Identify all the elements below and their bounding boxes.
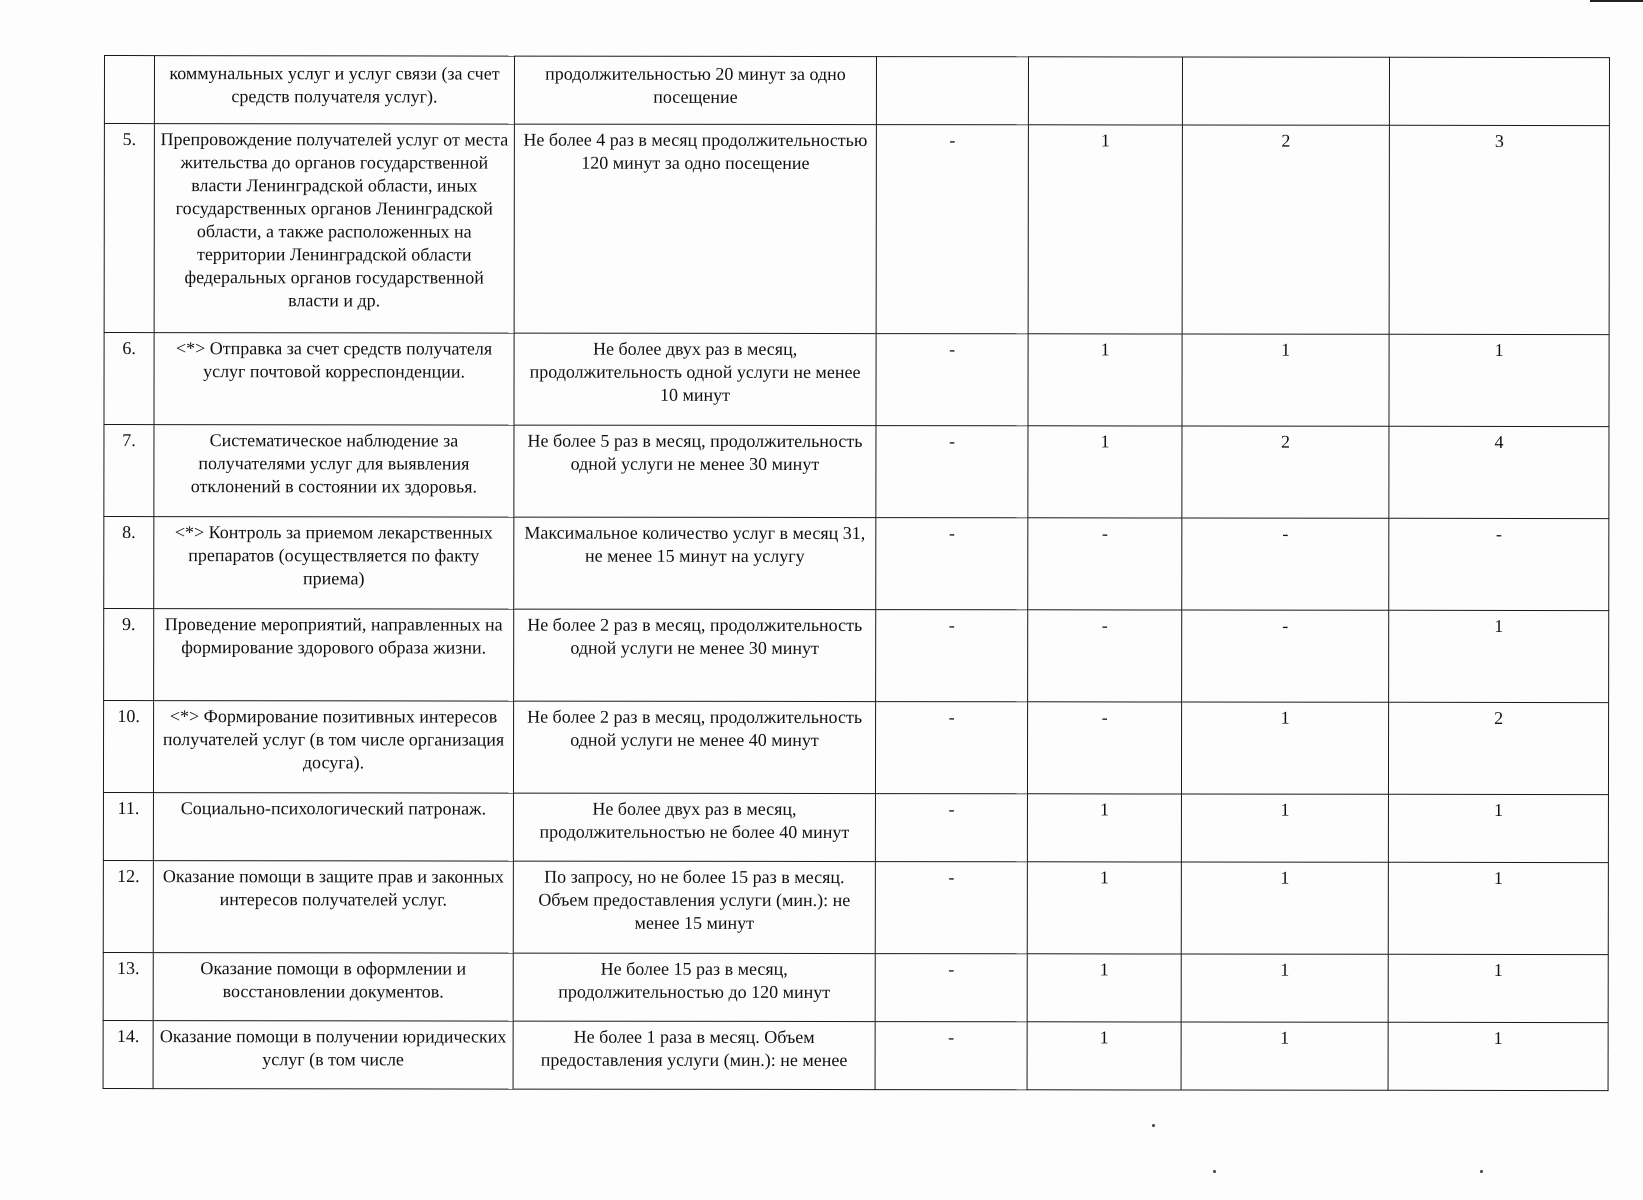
level-2-cell: 1 [1028, 125, 1182, 334]
service-volume-cell: Не более 5 раз в месяц, продолжительность одной услуги не менее 30 минут [514, 425, 876, 518]
level-4-cell: 4 [1389, 426, 1609, 518]
level-1-cell: - [875, 702, 1027, 794]
service-volume-cell: Не более 2 раз в месяц, продолжительность одной услуги не менее 40 минут [513, 701, 875, 794]
row-number-cell: 8. [104, 517, 154, 609]
table-row [104, 56, 1609, 126]
level-3-cell: - [1182, 518, 1389, 610]
level-4-cell: - [1389, 518, 1609, 610]
service-volume-cell: Максимальное количество услуг в месяц 31, не менее 15 минут на услугу [514, 517, 876, 610]
service-volume-cell: продолжительностью 20 минут за одно посещение [514, 56, 876, 125]
level-3-cell: 1 [1181, 794, 1388, 862]
row-number-cell: 5. [104, 124, 154, 333]
row-number-cell [104, 56, 154, 124]
level-1-cell: - [876, 125, 1028, 334]
level-2-cell: - [1028, 518, 1182, 610]
level-1-cell [876, 57, 1028, 125]
service-volume-cell: Не более 2 раз в месяц, продолжительность одной услуги не менее 30 минут [514, 609, 876, 702]
table-row [104, 333, 1609, 427]
level-1-cell: - [875, 862, 1027, 954]
level-2-cell: - [1027, 702, 1181, 794]
level-1-cell: - [876, 610, 1028, 702]
services-table-body [103, 56, 1609, 1091]
level-3-cell: - [1182, 610, 1389, 702]
service-name-cell: Систематическое наблюдение за получателями услуг для выявления отклонений в состоянии их здоровья. [154, 425, 514, 518]
table-row [103, 952, 1608, 1022]
row-number-cell: 12. [103, 860, 153, 952]
level-2-cell: 1 [1028, 334, 1182, 426]
row-number-cell: 7. [104, 425, 154, 517]
level-2-cell: 1 [1028, 426, 1182, 518]
level-1-cell: - [875, 954, 1027, 1022]
level-2-cell [1028, 57, 1182, 125]
row-number-cell: 13. [103, 952, 153, 1020]
table-row [104, 609, 1609, 703]
table-row [104, 517, 1609, 611]
row-number-cell: 9. [104, 609, 154, 701]
level-2-cell: 1 [1027, 862, 1181, 954]
row-number-cell: 6. [104, 333, 154, 425]
service-volume-cell: Не более двух раз в месяц, продолжительностью не более 40 минут [513, 793, 875, 862]
level-1-cell: - [876, 518, 1028, 610]
table-row [103, 793, 1608, 863]
service-volume-cell: По запросу, но не более 15 раз в месяц. Объем предоставления услуги (мин.): не менее 15 минут [513, 861, 875, 954]
services-table [103, 55, 1610, 1091]
level-4-cell: 1 [1388, 862, 1608, 954]
service-volume-cell: Не более 4 раз в месяц продолжительностью 120 минут за одно посещение [514, 124, 876, 334]
service-name-cell: Социально-психологический патронаж. [153, 793, 513, 862]
level-2-cell: 1 [1027, 1022, 1181, 1090]
service-name-cell: Оказание помощи в получении юридических услуг (в том числе [153, 1021, 513, 1090]
level-1-cell: - [875, 1022, 1027, 1090]
level-4-cell [1389, 57, 1609, 125]
level-3-cell: 2 [1182, 125, 1389, 334]
service-volume-cell: Не более 1 раза в месяц. Объем предоставления услуги (мин.): не менее [513, 1021, 875, 1090]
row-number-cell: 14. [103, 1020, 153, 1088]
scan-speck [1152, 1124, 1155, 1127]
table-row [104, 425, 1609, 519]
level-4-cell: 1 [1389, 334, 1609, 426]
table-row [103, 701, 1608, 795]
level-3-cell: 1 [1181, 954, 1388, 1022]
level-1-cell: - [875, 794, 1027, 862]
table-row [103, 1020, 1608, 1090]
scan-edge-mark [1590, 0, 1643, 2]
level-1-cell: - [876, 334, 1028, 426]
level-3-cell: 2 [1182, 426, 1389, 518]
row-number-cell: 11. [103, 793, 153, 861]
level-2-cell: 1 [1027, 954, 1181, 1022]
service-name-cell: Проведение мероприятий, направленных на формирование здорового образа жизни. [154, 609, 514, 702]
level-4-cell: 2 [1388, 702, 1608, 794]
service-name-cell: Оказание помощи в защите прав и законных интересов получателей услуг. [153, 861, 513, 954]
level-1-cell: - [876, 426, 1028, 518]
service-name-cell: <*> Контроль за приемом лекарственных препаратов (осуществляется по факту приема) [154, 517, 514, 610]
level-4-cell: 3 [1389, 125, 1609, 334]
level-4-cell: 1 [1388, 794, 1608, 862]
service-volume-cell: Не более 15 раз в месяц, продолжительностью до 120 минут [513, 953, 875, 1022]
table-row [104, 124, 1609, 335]
service-name-cell: Препровождение получателей услуг от места жительства до органов государственной власти Ленинградской области, иных государственных органов Ленинградской области, а также расположенных на территории Ленинградской области федеральных органов государственной власти и др. [154, 124, 514, 334]
scan-speck [1480, 1170, 1483, 1173]
level-2-cell: 1 [1027, 794, 1181, 862]
level-4-cell: 1 [1388, 1022, 1608, 1090]
level-3-cell: 1 [1182, 334, 1389, 426]
service-name-cell: <*> Отправка за счет средств получателя услуг почтовой корреспонденции. [154, 333, 514, 426]
level-3-cell: 1 [1181, 1022, 1388, 1090]
row-number-cell: 10. [103, 701, 153, 793]
level-3-cell: 1 [1181, 862, 1388, 954]
level-3-cell [1182, 57, 1389, 125]
service-name-cell: <*> Формирование позитивных интересов получателей услуг (в том числе организация досуга). [153, 701, 513, 794]
service-name-cell: коммунальных услуг и услуг связи (за счет средств получателя услуг). [154, 56, 514, 125]
level-3-cell: 1 [1181, 702, 1388, 794]
service-volume-cell: Не более двух раз в месяц, продолжительность одной услуги не менее 10 минут [514, 333, 876, 426]
service-name-cell: Оказание помощи в оформлении и восстановлении документов. [153, 953, 513, 1022]
scan-speck [1213, 1170, 1216, 1173]
level-4-cell: 1 [1389, 610, 1609, 702]
table-row [103, 860, 1608, 954]
level-4-cell: 1 [1388, 954, 1608, 1022]
level-2-cell: - [1028, 610, 1182, 702]
